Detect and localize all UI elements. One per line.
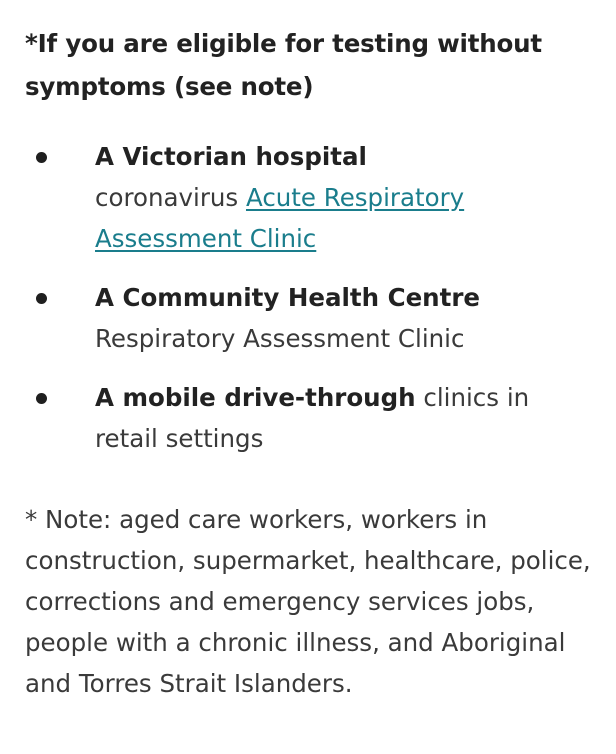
eligibility-note: * Note: aged care workers, workers in construction, supermarket, healthcare, police, corrections and emergency services jobs, people with a chronic illness, and Aboriginal and Torres Strait Islanders. (25, 505, 591, 698)
bullet-icon (36, 152, 47, 163)
item-title: A Community Health Centre (95, 283, 481, 312)
item-title: A mobile drive-through (95, 383, 416, 412)
acute-respiratory-clinic-link[interactable]: Acute Respiratory Assessment Clinic (95, 183, 465, 253)
section-heading: *If you are eligible for testing without symptoms (see note) (25, 29, 542, 101)
item-description (95, 377, 565, 459)
list-item-victorian-hospital (25, 136, 565, 259)
list-item-mobile-drive-through (25, 377, 565, 459)
item-text: clinics in retail settings (95, 383, 530, 453)
bullet-icon (36, 393, 47, 404)
item-text: Respiratory Assessment Clinic (95, 324, 465, 353)
bullet-icon (36, 293, 47, 304)
testing-locations-list (25, 136, 616, 459)
item-title: A Victorian hospital (95, 142, 367, 171)
item-text: coronavirus (95, 183, 246, 212)
item-description (95, 177, 565, 259)
list-item-community-health-centre (25, 277, 565, 359)
